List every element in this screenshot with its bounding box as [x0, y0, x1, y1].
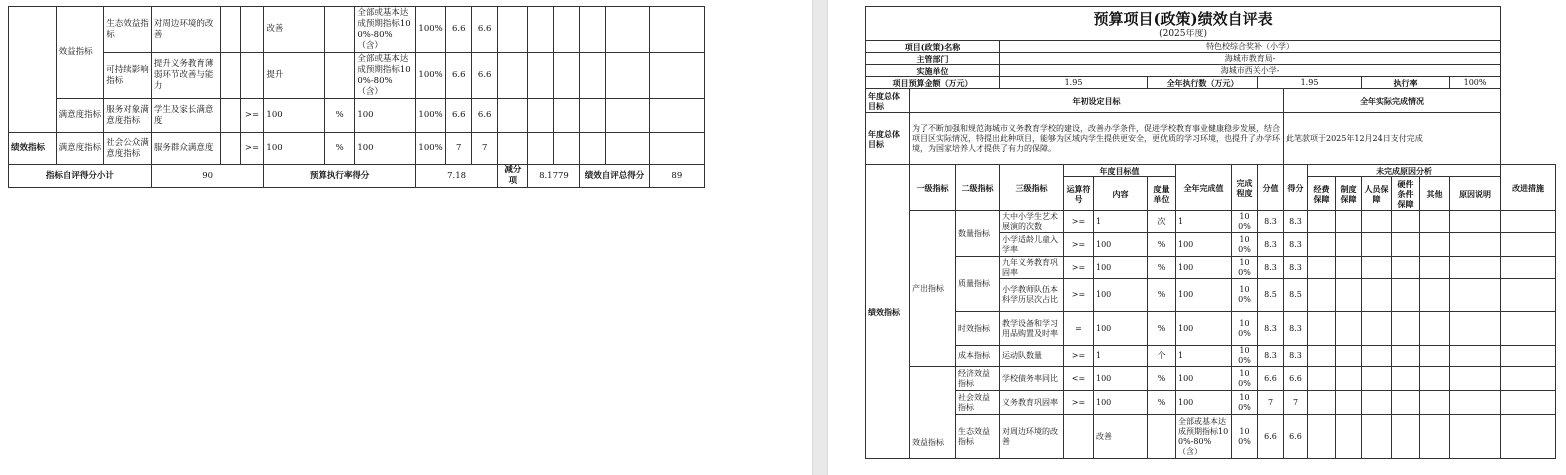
header-r5: 其他 [1420, 177, 1450, 211]
cell-rate: 100% [415, 53, 445, 99]
goal-set-header: 年初设定目标 [910, 89, 1284, 113]
cell-empty [1392, 211, 1420, 233]
cell-empty [1450, 312, 1501, 346]
cell-empty [1501, 257, 1556, 279]
cell-l3: 教学设备和学习用品购置及时率 [1000, 312, 1064, 346]
cell-empty [606, 53, 649, 99]
cell-rate: 100% [1232, 211, 1258, 233]
cell-empty [528, 133, 554, 165]
cell-sym: >= [240, 133, 264, 165]
cell-empty [1336, 279, 1362, 312]
cell-unit [325, 53, 355, 99]
cell-empty [1308, 415, 1336, 459]
cell-actual: 1 [1176, 211, 1232, 233]
dept-label: 主管部门 [866, 53, 1000, 65]
page-subtitle: (2025年度) [866, 29, 1501, 41]
cell-got: 8.3 [1284, 257, 1308, 279]
eco-label: 生态效益指标 [956, 415, 1000, 459]
cell-empty [1308, 233, 1336, 257]
cell-empty [580, 133, 606, 165]
cell-empty [1392, 391, 1420, 415]
cell-actual: 1 [1176, 346, 1232, 367]
info-row [866, 65, 1556, 77]
cell-unit: % [1148, 279, 1176, 312]
cell-unit: % [1148, 257, 1176, 279]
cell-empty [1420, 415, 1450, 459]
project-name-label: 项目(政策)名称 [866, 41, 1000, 53]
cell-empty [1362, 279, 1392, 312]
cell-empty [498, 99, 528, 133]
cell-score: 8.3 [1258, 312, 1284, 346]
cell-empty [1501, 211, 1556, 233]
cell-l3: 大中小学生艺术展演的次数 [1000, 211, 1064, 233]
cell-empty [649, 7, 704, 53]
header-content: 内容 [1094, 177, 1148, 211]
cell-empty [1450, 279, 1501, 312]
cell-empty [554, 99, 580, 133]
cell-actual: 100 [1176, 279, 1232, 312]
cell-rate: 100% [1232, 312, 1258, 346]
cell-empty [221, 7, 240, 53]
cell-empty [1450, 367, 1501, 391]
cell-got: 8.3 [1284, 312, 1308, 346]
header-actual: 全年完成值 [1176, 165, 1232, 211]
cell-empty [1420, 279, 1450, 312]
table-row [866, 415, 1556, 459]
table-row [866, 312, 1556, 346]
cell-empty [580, 99, 606, 133]
cell-l3: 对周边环境的改善 [1000, 415, 1064, 459]
cell-rate: 100% [415, 7, 445, 53]
cell-unit [1148, 415, 1176, 459]
cell-l3: 义务教育巩固率 [1000, 391, 1064, 415]
cell-l2: 满意度指标 [56, 99, 104, 133]
info-row [866, 77, 1556, 89]
unit-label: 实施单位 [866, 65, 1000, 77]
cell-empty [1420, 391, 1450, 415]
cell-content: 100 [264, 133, 325, 165]
cell-got: 6.6 [1284, 415, 1308, 459]
table-row [9, 53, 705, 99]
cell-got: 6.6 [472, 53, 498, 99]
cell-l3: 学校债务率同比 [1000, 367, 1064, 391]
cell-empty [1420, 346, 1450, 367]
exec-score-label: 预算执行率得分 [264, 165, 416, 188]
cell-empty [498, 53, 528, 99]
cell-empty [1336, 312, 1362, 346]
total-score-label: 绩效自评总得分 [580, 165, 649, 188]
cell-sym: >= [1064, 211, 1094, 233]
header-unit: 度量单位 [1148, 177, 1176, 211]
cell-content: 改善 [264, 7, 325, 53]
cell-empty [1501, 279, 1556, 312]
goal-actual-header: 全年实际完成情况 [1284, 89, 1501, 113]
cell-empty [1362, 346, 1392, 367]
cell-empty [1420, 312, 1450, 346]
cell-empty [1392, 312, 1420, 346]
cell-unit: 个 [1148, 346, 1176, 367]
cell-empty [554, 7, 580, 53]
cell-empty [1362, 415, 1392, 459]
header-sym: 运算符号 [1064, 177, 1094, 211]
header-fix: 改进措施 [1501, 165, 1556, 211]
cell-empty [649, 99, 704, 133]
budget-value: 1.95 [1000, 77, 1148, 89]
cell-empty [1308, 346, 1336, 367]
deduction-value: 8.1779 [528, 165, 580, 188]
cell-score: 8.3 [1258, 211, 1284, 233]
table-row [9, 99, 705, 133]
cell-sym: <= [1064, 367, 1094, 391]
cell-rate: 100% [1232, 233, 1258, 257]
cell-empty [649, 53, 704, 99]
cell-empty [1392, 257, 1420, 279]
header-r6: 原因说明 [1450, 177, 1501, 211]
subtotal-label: 指标自评得分小计 [9, 165, 152, 188]
cell-empty [1336, 391, 1362, 415]
cell-empty [554, 53, 580, 99]
cell-empty [1450, 257, 1501, 279]
page-divider [812, 0, 828, 475]
cell-actual: 全部或基本达成预期指标100%-80%（含） [355, 53, 416, 99]
cell-l3: 小学适龄儿童入学率 [1000, 233, 1064, 257]
cell-empty [1420, 257, 1450, 279]
cell-actual: 100 [355, 99, 416, 133]
cell-empty [606, 7, 649, 53]
cell-actual: 全部或基本达成预期指标100%-80%（含） [355, 7, 416, 53]
cell-sym: >= [1064, 279, 1094, 312]
unit-value: 海城市西关小学- [1000, 65, 1501, 77]
cell-score: 6.6 [446, 99, 472, 133]
cell-empty [1501, 233, 1556, 257]
cell-empty [1308, 279, 1336, 312]
cell-got: 8.5 [1284, 279, 1308, 312]
page-title: 预算项目(政策)绩效自评表 [866, 7, 1501, 29]
exec-label: 全年执行数（万元） [1148, 77, 1258, 89]
cell-sym: = [1064, 312, 1094, 346]
cell-empty [1392, 279, 1420, 312]
table-row [9, 133, 705, 165]
header-r2: 制度保障 [1336, 177, 1362, 211]
cell-empty [1501, 346, 1556, 367]
cell-empty [1392, 233, 1420, 257]
cell-sym: >= [1064, 391, 1094, 415]
cell-empty [1336, 367, 1362, 391]
cell-got: 6.6 [1284, 367, 1308, 391]
goal-header-row [866, 89, 1556, 113]
cell-unit: % [1148, 367, 1176, 391]
rate-value: 100% [1450, 77, 1501, 89]
cell-empty [1392, 415, 1420, 459]
goal-row [866, 113, 1556, 165]
cell-empty [1336, 346, 1362, 367]
deduction-label: 减分项 [498, 165, 528, 188]
cell-sym [240, 53, 264, 99]
cell-empty [1362, 211, 1392, 233]
cell-empty [1501, 367, 1556, 391]
cell-empty [1362, 312, 1392, 346]
cell-empty [606, 133, 649, 165]
budget-label: 项目预算金额（万元） [866, 77, 1000, 89]
table-row [866, 211, 1556, 233]
cell-empty [1362, 257, 1392, 279]
header-l3: 三级指标 [1000, 165, 1064, 211]
cell-empty [1450, 233, 1501, 257]
right-page-table [865, 6, 1556, 459]
cell-actual: 全部或基本达成预期指标100%-80%（含） [1176, 415, 1232, 459]
cell-empty [1308, 367, 1336, 391]
cell-sym [240, 7, 264, 53]
cell-rate: 100% [415, 99, 445, 133]
cell-score: 7 [1258, 391, 1284, 415]
table-row [866, 391, 1556, 415]
cell-empty [580, 7, 606, 53]
header-score: 分值 [1258, 165, 1284, 211]
table-row [866, 257, 1556, 279]
cell-score: 6.6 [1258, 415, 1284, 459]
cell-empty [1501, 391, 1556, 415]
cell-l1: 绩效指标 [9, 133, 57, 165]
header-r1: 经费保障 [1308, 177, 1336, 211]
cell-empty [1420, 367, 1450, 391]
cell-l1 [9, 7, 57, 133]
cell-empty [221, 53, 240, 99]
cell-score: 8.3 [1258, 257, 1284, 279]
cell-content: 1 [1094, 211, 1148, 233]
cell-score: 8.5 [1258, 279, 1284, 312]
cell-rate: 100% [1232, 367, 1258, 391]
cell-empty [528, 53, 554, 99]
cell-score: 6.6 [1258, 367, 1284, 391]
cell-got: 8.3 [1284, 346, 1308, 367]
cell-actual: 100 [1176, 257, 1232, 279]
total-score-value: 89 [649, 165, 704, 188]
cell-rate: 100% [1232, 346, 1258, 367]
cell-l4: 服务群众满意度 [151, 133, 220, 165]
out-label: 产出指标 [910, 211, 956, 367]
cell-empty [1362, 233, 1392, 257]
cell-l2: 满意度指标 [56, 133, 104, 165]
project-name-value: 特色校综合奖补（小学） [1000, 41, 1501, 53]
dept-value: 海城市教育局- [1000, 53, 1501, 65]
rate-label: 执行率 [1362, 77, 1450, 89]
qty-label: 数量指标 [956, 211, 1000, 257]
cell-empty [1420, 211, 1450, 233]
cell-rate: 100% [415, 133, 445, 165]
cell-score: 8.3 [1258, 346, 1284, 367]
cell-unit: % [1148, 391, 1176, 415]
soc-label: 社会效益指标 [956, 391, 1000, 415]
cell-content: 100 [1094, 257, 1148, 279]
eff-label: 效益指标 [910, 367, 956, 459]
cell-empty [1362, 367, 1392, 391]
cell-rate: 100% [1232, 257, 1258, 279]
cell-empty [1336, 211, 1362, 233]
cell-score: 6.6 [446, 53, 472, 99]
cell-content: 100 [1094, 312, 1148, 346]
qual-label: 质量指标 [956, 257, 1000, 312]
cell-unit: % [325, 133, 355, 165]
cell-empty [1450, 391, 1501, 415]
cell-content: 100 [264, 99, 325, 133]
cell-l2: 效益指标 [56, 7, 104, 99]
exec-score-value: 7.18 [415, 165, 497, 188]
cell-sym: >= [240, 99, 264, 133]
cell-empty [1501, 312, 1556, 346]
cell-empty [1308, 211, 1336, 233]
cell-empty [1420, 233, 1450, 257]
cell-empty [606, 99, 649, 133]
cell-rate: 100% [1232, 415, 1258, 459]
cell-content: 提升 [264, 53, 325, 99]
cell-l3: 小学教师队伍本科学历层次占比 [1000, 279, 1064, 312]
perf-label: 绩效指标 [866, 165, 910, 459]
cell-empty [649, 133, 704, 165]
cell-empty [1362, 391, 1392, 415]
cell-empty [1392, 367, 1420, 391]
cell-empty [1308, 312, 1336, 346]
cell-rate: 100% [1232, 391, 1258, 415]
summary-row [9, 165, 705, 188]
exec-value: 1.95 [1258, 77, 1362, 89]
header-r4: 硬件条件保障 [1392, 177, 1420, 211]
cell-empty [554, 133, 580, 165]
cell-sym: >= [1064, 233, 1094, 257]
cell-actual: 100 [1176, 312, 1232, 346]
cell-empty [498, 7, 528, 53]
cell-unit: % [1148, 233, 1176, 257]
cell-got: 6.6 [472, 7, 498, 53]
cell-content: 100 [1094, 279, 1148, 312]
header-rate: 完成程度 [1232, 165, 1258, 211]
cell-l4: 提升义务教育薄弱环节改善与能力 [151, 53, 220, 99]
table-row [9, 7, 705, 53]
subtotal-value: 90 [151, 165, 264, 188]
cell-empty [1501, 415, 1556, 459]
goal-label: 年度总体目标 [866, 113, 910, 165]
left-page-table [8, 6, 705, 188]
header-l1: 一级指标 [910, 165, 956, 211]
cell-got: 6.6 [472, 99, 498, 133]
header-target: 年度目标值 [1064, 165, 1176, 177]
cell-got: 8.3 [1284, 233, 1308, 257]
cell-sym: >= [1064, 257, 1094, 279]
cell-actual: 100 [1176, 367, 1232, 391]
goal-label: 年度总体目标 [866, 89, 910, 113]
cell-l3: 可持续影响指标 [104, 53, 152, 99]
cell-unit: % [1148, 312, 1176, 346]
info-row [866, 53, 1556, 65]
cell-actual: 100 [1176, 391, 1232, 415]
cell-l4: 对周边环境的改善 [151, 7, 220, 53]
cell-unit [325, 7, 355, 53]
cell-l3: 九年义务教育巩固率 [1000, 257, 1064, 279]
cell-score: 6.6 [446, 7, 472, 53]
cell-empty [1450, 211, 1501, 233]
time-label: 时效指标 [956, 312, 1000, 346]
header-row [866, 165, 1556, 177]
cell-l3: 社会公众满意度指标 [104, 133, 152, 165]
header-r3: 人员保障 [1362, 177, 1392, 211]
cell-unit: % [325, 99, 355, 133]
cell-empty [1336, 257, 1362, 279]
econ-label: 经济效益指标 [956, 367, 1000, 391]
cell-l3: 生态效益指标 [104, 7, 152, 53]
goal-text: 为了不断加强和规范海城市义务教育学校的建设，改善办学条件，促进学校教育事业健康稳步发展，结合项目区实际情况，特提出此种项目，能够为区域内学生提供更安全，更优质的学习环境，也提升了办学环境，为国家培养人才提供了有力的保障。 [910, 113, 1284, 165]
cell-score: 7 [446, 133, 472, 165]
cell-unit: 次 [1148, 211, 1176, 233]
cell-l3: 服务对象满意度指标 [104, 99, 152, 133]
cell-got: 7 [1284, 391, 1308, 415]
cell-empty [1392, 346, 1420, 367]
actual-text: 此笔款项于2025年12月24日支付完成 [1284, 113, 1501, 165]
cell-empty [528, 99, 554, 133]
cell-empty [498, 133, 528, 165]
cell-l4: 学生及家长满意度 [151, 99, 220, 133]
table-row [866, 346, 1556, 367]
cell-content: 100 [1094, 233, 1148, 257]
cell-empty [580, 53, 606, 99]
cell-empty [1336, 415, 1362, 459]
info-row [866, 41, 1556, 53]
cell-empty [528, 7, 554, 53]
cell-got: 8.3 [1284, 211, 1308, 233]
cell-empty [221, 133, 240, 165]
cell-got: 7 [472, 133, 498, 165]
cell-empty [1308, 257, 1336, 279]
cell-content: 改善 [1094, 415, 1148, 459]
table-row [866, 367, 1556, 391]
cell-empty [1336, 233, 1362, 257]
cell-empty [221, 99, 240, 133]
cell-sym [1064, 415, 1094, 459]
header-reason: 未完成原因分析 [1308, 165, 1501, 177]
header-got: 得分 [1284, 165, 1308, 211]
cell-rate: 100% [1232, 279, 1258, 312]
cell-content: 100 [1094, 367, 1148, 391]
cell-empty [1450, 415, 1501, 459]
cell-content: 1 [1094, 346, 1148, 367]
cell-score: 8.3 [1258, 233, 1284, 257]
cell-empty [1308, 391, 1336, 415]
cell-content: 100 [1094, 391, 1148, 415]
cell-actual: 100 [355, 133, 416, 165]
cell-actual: 100 [1176, 233, 1232, 257]
cell-sym: >= [1064, 346, 1094, 367]
cell-empty [1450, 346, 1501, 367]
header-l2: 二级指标 [956, 165, 1000, 211]
cost-label: 成本指标 [956, 346, 1000, 367]
cell-l3: 运动队数量 [1000, 346, 1064, 367]
